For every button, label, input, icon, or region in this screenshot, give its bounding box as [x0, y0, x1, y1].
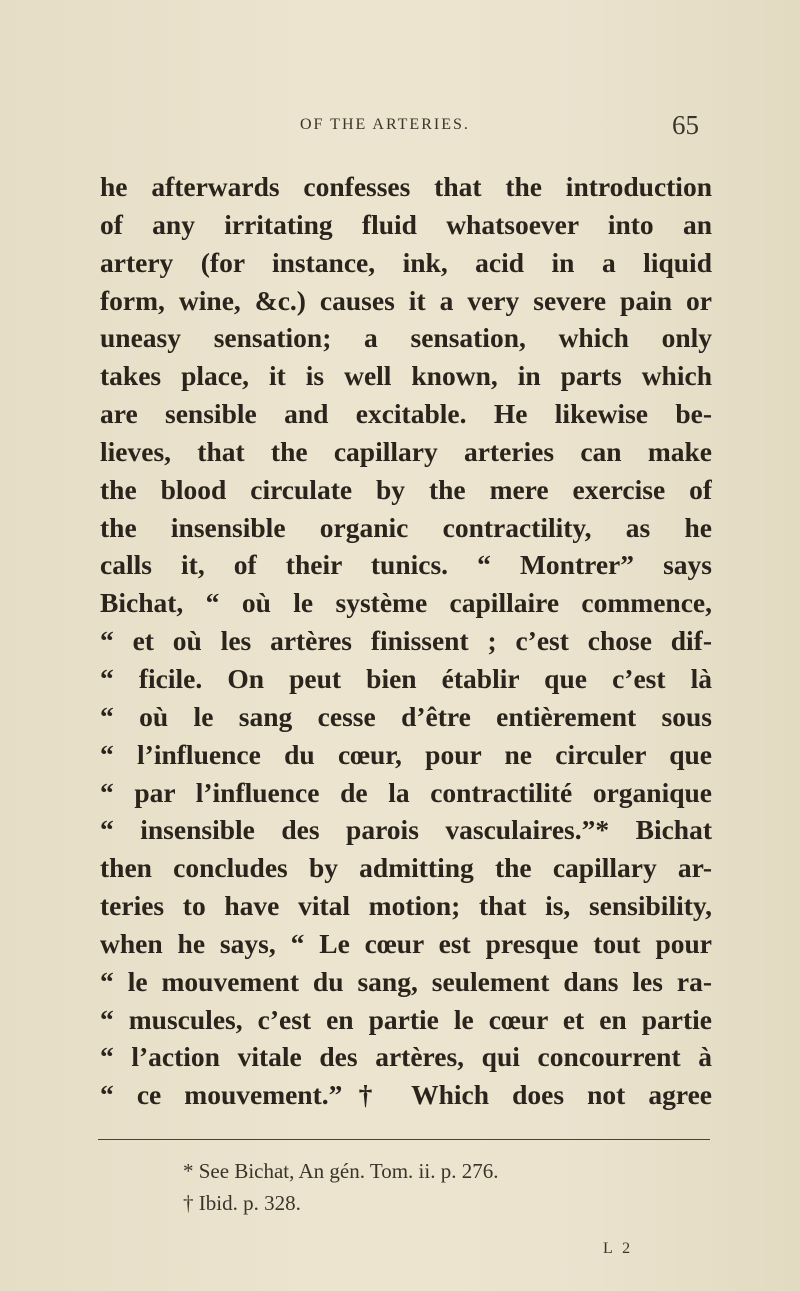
footnote-divider — [98, 1139, 710, 1140]
text-line: “ par l’influence de la contractilité organique — [100, 776, 712, 808]
text-line: then concludes by admitting the capillary ar- — [100, 852, 712, 884]
text-line: teries to have vital motion; that is, sensibility, — [100, 890, 712, 922]
text-line: artery (for instance, ink, acid in a liquid — [100, 246, 712, 278]
text-line: “ insensible des parois vasculaires.”* Bichat — [100, 814, 712, 846]
text-line: Bichat, “ où le système capillaire commence, — [100, 587, 712, 619]
text-line: “ muscules, c’est en partie le cœur et en partie — [100, 1003, 712, 1035]
text-line: “ l’action vitale des artères, qui concourrent à — [100, 1041, 712, 1073]
footnote-item: † Ibid. p. 328. — [183, 1191, 301, 1215]
page-number: 65 — [672, 110, 699, 140]
footnotes — [183, 1155, 498, 1219]
text-line: uneasy sensation; a sensation, which only — [100, 322, 712, 354]
text-line: “ l’influence du cœur, pour ne circuler que — [100, 738, 712, 770]
text-line: “ où le sang cesse d’être entièrement sous — [100, 700, 712, 732]
text-line: form, wine, &c.) causes it a very severe pain or — [100, 284, 712, 316]
text-line: of any irritating fluid whatsoever into an — [100, 208, 712, 240]
text-line: are sensible and excitable. He likewise be- — [100, 398, 712, 430]
running-head: OF THE ARTERIES. — [300, 116, 470, 133]
text-line: “ ce mouvement.”† Which does not agree — [100, 1079, 712, 1111]
signature-mark: L 2 — [603, 1240, 634, 1257]
text-line: “ le mouvement du sang, seulement dans les ra- — [100, 965, 712, 997]
text-line: “ et où les artères finissent ; c’est chose dif- — [100, 625, 712, 657]
text-line: the blood circulate by the mere exercise of — [100, 473, 712, 505]
body-text — [100, 168, 712, 1114]
text-line: when he says, “ Le cœur est presque tout pour — [100, 927, 712, 959]
footnote-item: * See Bichat, An gén. Tom. ii. p. 276. — [183, 1159, 499, 1183]
text-line: “ ficile. On peut bien établir que c’est là — [100, 662, 712, 694]
text-line: lieves, that the capillary arteries can make — [100, 435, 712, 467]
text-line: the insensible organic contractility, as he — [100, 511, 712, 543]
text-line: he afterwards confesses that the introduction — [100, 171, 712, 202]
text-line: calls it, of their tunics. “ Montrer” says — [100, 549, 712, 581]
text-line: takes place, it is well known, in parts which — [100, 360, 712, 392]
